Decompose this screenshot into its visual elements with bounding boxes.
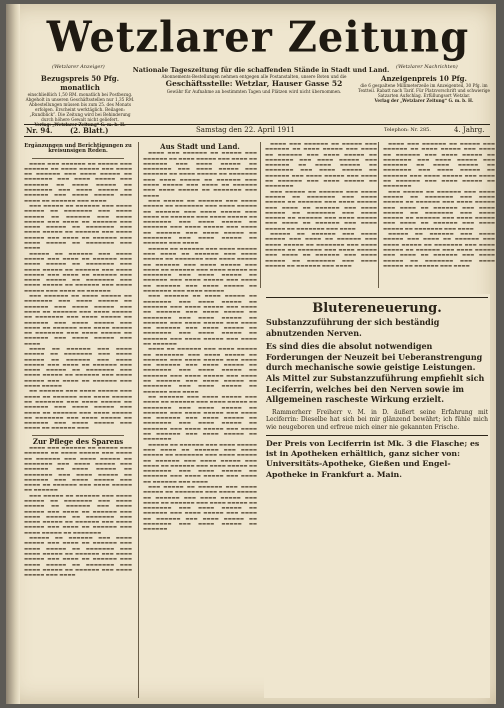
- subscription-text: einschließlich 1,50 RM. monatlich bei Postbezug. Abgeholt in unseren Geschäftsstellen nur 1,35 RM. Abbestellungen müssen bis zum 25. des Monats erfolgen. Erscheint werktäglich. Beilagen: „Rundblick“. Die Zeitung wird bei Behinderung durch höhere Gewalt nicht geliefert.: [25, 92, 135, 122]
- office-address: Geschäftsstelle: Wetzlar, Hauser Gasse 52: [165, 79, 343, 88]
- column-2: [138, 142, 257, 698]
- office-note: Gewähr für Aufnahme an bestimmten Tagen und Plätzen wird nicht übernommen.: [166, 89, 342, 94]
- article-heading-saving: Zur Pflege des Sparens: [32, 436, 124, 446]
- ad-testimonial: Rammerherr Freiherr v. M. in D. äußert seine Erfahrung mit Leciferrin: Dieselbe hat sich bei mir glänzend bewährt; ich fühle mich wie neugeboren und erfreue mich einer nie gekannten Frische.: [266, 408, 488, 431]
- column-4: [378, 142, 495, 288]
- divider: [32, 435, 124, 436]
- column-3: [260, 142, 377, 288]
- article-heading-local: Aus Stadt und Land.: [160, 142, 240, 151]
- advert-price-info: [358, 74, 490, 103]
- article-body-local: ▬▬▬▬ ▬▬▬ ▬▬▬▬▬▬ ▬▬ ▬▬▬▬▬ ▬▬▬ ▬▬▬▬▬▬ ▬▬ ▬▬▬▬ ▬▬▬▬▬ ▬▬▬ ▬▬▬▬ ▬▬ ▬▬▬▬▬▬ ▬▬▬ ▬▬▬▬ ▬▬▬▬▬ ▬▬ ▬▬▬▬▬▬▬ ▬▬▬ ▬▬▬▬ ▬▬▬▬▬ ▬▬▬ ▬▬▬▬▬▬ ▬▬ ▬▬▬▬ ▬▬▬▬▬ ▬▬ ▬▬▬▬▬▬▬ ▬▬▬ ▬▬▬▬ ▬▬▬▬▬ ▬▬ ▬▬▬▬▬▬ ▬▬▬ ▬▬▬▬ ▬▬▬▬▬ ▬▬▬ ▬▬▬▬ ▬▬ ▬▬▬▬▬▬ ▬▬▬ ▬▬▬▬ ▬▬▬▬▬ ▬▬ ▬▬▬▬▬▬▬ ▬▬▬ ▬▬▬▬ ▬▬▬ ▬▬▬▬▬ ▬▬ ▬▬▬▬▬▬ ▬▬▬ ▬▬▬▬ ▬▬▬▬▬ ▬▬ ▬▬▬▬▬▬▬ ▬▬▬ ▬▬▬▬ ▬▬▬▬▬ ▬▬ ▬▬▬▬▬▬ ▬▬▬ ▬▬▬▬ ▬▬▬▬▬ ▬▬▬ ▬▬▬▬ ▬▬ ▬▬▬▬▬▬ ▬▬▬ ▬▬▬▬ ▬▬▬▬▬ ▬▬ ▬▬▬▬▬▬▬ ▬▬▬ ▬▬▬▬ ▬▬▬▬▬ ▬▬ ▬▬▬▬▬▬ ▬▬▬ ▬▬▬▬ ▬▬▬▬▬ ▬▬▬ ▬▬▬▬ ▬▬ ▬▬▬▬▬▬ ▬▬▬ ▬▬▬▬ ▬▬▬▬▬ ▬▬ ▬▬▬▬▬▬▬ ▬▬▬ ▬▬▬▬ ▬▬▬▬▬ ▬▬ ▬▬▬▬▬▬ ▬▬▬ ▬▬▬▬ ▬▬▬▬▬ ▬▬ ▬▬▬▬▬▬ ▬▬▬ ▬▬▬▬ ▬▬▬▬▬ ▬▬▬ ▬▬▬▬ ▬▬ ▬▬▬▬▬▬ ▬▬▬ ▬▬▬▬ ▬▬▬▬▬ ▬▬ ▬▬▬▬▬▬▬ ▬▬▬ ▬▬▬▬ ▬▬▬▬▬ ▬▬ ▬▬▬▬▬▬ ▬▬▬ ▬▬▬▬ ▬▬▬▬▬ ▬▬▬ ▬▬▬▬ ▬▬ ▬▬▬▬▬▬ ▬▬▬ ▬▬▬▬ ▬▬▬▬▬ ▬▬ ▬▬▬▬▬▬▬ ▬▬▬ ▬▬▬▬ ▬▬▬▬▬ ▬▬ ▬▬▬▬▬▬ ▬▬▬ ▬▬▬▬ ▬▬▬▬▬ ▬▬▬ ▬▬▬▬ ▬▬ ▬▬▬▬▬▬ ▬▬▬ ▬▬▬▬ ▬▬▬▬▬ ▬▬ ▬▬▬▬▬▬▬ ▬▬▬ ▬▬▬▬ ▬▬▬▬▬ ▬▬▬ ▬▬▬▬▬▬ ▬▬ ▬▬▬▬ ▬▬▬▬▬ ▬▬ ▬▬▬▬▬▬▬ ▬▬▬ ▬▬▬▬ ▬▬▬▬▬ ▬▬ ▬▬▬▬▬▬ ▬▬▬ ▬▬▬▬ ▬▬▬▬▬ ▬▬▬ ▬▬▬▬ ▬▬ ▬▬▬▬▬▬ ▬▬▬ ▬▬▬▬ ▬▬▬▬▬ ▬▬ ▬▬▬▬▬▬▬ ▬▬▬ ▬▬▬▬ ▬▬▬▬▬ ▬▬ ▬▬▬▬▬▬ ▬▬▬ ▬▬▬▬ ▬▬▬▬▬ ▬▬▬ ▬▬▬▬ ▬▬ ▬▬▬▬▬▬ ▬▬▬ ▬▬▬▬ ▬▬▬▬▬ ▬▬ ▬▬▬▬▬▬▬ ▬▬▬ ▬▬▬▬ ▬▬▬▬▬ ▬▬ ▬▬▬▬▬▬ ▬▬▬ ▬▬▬▬ ▬▬▬▬▬ ▬▬▬ ▬▬▬▬ ▬▬ ▬▬▬▬▬▬ ▬▬▬▬ ▬▬ ▬▬▬▬▬▬ ▬▬▬ ▬▬▬▬ ▬▬▬▬▬ ▬▬ ▬▬▬▬▬▬▬ ▬▬▬ ▬▬▬▬ ▬▬▬▬▬ ▬▬ ▬▬▬▬▬▬ ▬▬▬ ▬▬▬▬ ▬▬▬▬▬ ▬▬▬ ▬▬▬▬ ▬▬ ▬▬▬▬▬▬ ▬▬▬ ▬▬▬▬ ▬▬▬▬▬ ▬▬ ▬▬▬▬▬▬▬ ▬▬▬ ▬▬▬▬ ▬▬▬▬▬ ▬▬ ▬▬▬▬▬▬ ▬▬▬ ▬▬▬▬ ▬▬▬▬▬ ▬▬▬ ▬▬▬▬ ▬▬ ▬▬▬▬▬▬ ▬▬▬ ▬▬▬▬ ▬▬▬▬▬ ▬▬ ▬▬▬▬▬▬▬ ▬▬▬ ▬▬▬▬ ▬▬▬▬▬ ▬▬ ▬▬▬▬▬▬ ▬▬▬ ▬▬▬▬ ▬▬ ▬▬▬▬▬▬ ▬▬▬ ▬▬▬▬ ▬▬▬▬▬ ▬▬▬ ▬▬▬▬ ▬▬ ▬▬▬▬▬▬ ▬▬▬ ▬▬▬▬ ▬▬▬▬▬ ▬▬ ▬▬▬▬▬▬▬ ▬▬▬ ▬▬▬▬ ▬▬▬▬▬ ▬▬ ▬▬▬▬▬▬ ▬▬▬ ▬▬▬▬ ▬▬▬▬▬ ▬▬▬ ▬▬▬▬ ▬▬ ▬▬▬▬▬▬ ▬▬▬ ▬▬▬▬ ▬▬▬▬▬ ▬▬ ▬▬▬▬▬▬▬ ▬▬▬ ▬▬▬▬ ▬▬▬▬▬ ▬▬ ▬▬▬▬▬▬ ▬▬▬ ▬▬▬▬ ▬▬▬▬▬ ▬▬▬ ▬▬▬▬ ▬▬ ▬▬▬▬▬▬ ▬▬▬ ▬▬▬▬ ▬▬▬▬▬ ▬▬ ▬▬▬▬▬▬▬ ▬▬▬▬▬ ▬▬ ▬▬▬▬▬▬ ▬▬▬ ▬▬▬▬ ▬▬▬▬▬ ▬▬▬ ▬▬▬▬ ▬▬ ▬▬▬▬▬▬ ▬▬▬ ▬▬▬▬ ▬▬▬▬▬ ▬▬ ▬▬▬▬▬▬▬ ▬▬▬ ▬▬▬▬ ▬▬▬▬▬ ▬▬ ▬▬▬▬▬▬ ▬▬▬ ▬▬▬▬ ▬▬▬▬▬ ▬▬▬ ▬▬▬▬ ▬▬ ▬▬▬▬▬▬ ▬▬▬ ▬▬▬▬ ▬▬▬▬▬ ▬▬ ▬▬▬▬▬▬▬ ▬▬▬ ▬▬▬▬ ▬▬▬▬▬ ▬▬ ▬▬▬▬▬▬ ▬▬▬ ▬▬▬▬ ▬▬▬▬▬ ▬▬▬ ▬▬▬▬ ▬▬ ▬▬▬▬▬▬ ▬▬▬ ▬▬▬▬ ▬▬▬ ▬▬▬▬▬ ▬▬ ▬▬▬▬▬▬ ▬▬▬ ▬▬▬▬ ▬▬▬▬▬ ▬▬ ▬▬▬▬▬▬▬ ▬▬▬ ▬▬▬▬ ▬▬▬▬▬ ▬▬ ▬▬▬▬▬▬ ▬▬▬ ▬▬▬▬ ▬▬▬▬▬ ▬▬▬ ▬▬▬▬ ▬▬ ▬▬▬▬▬▬ ▬▬▬ ▬▬▬▬ ▬▬▬▬▬ ▬▬ ▬▬▬▬▬▬▬ ▬▬▬ ▬▬▬▬ ▬▬▬▬▬ ▬▬ ▬▬▬▬▬▬ ▬▬▬ ▬▬▬▬ ▬▬▬▬▬ ▬▬▬ ▬▬▬▬ ▬▬ ▬▬▬▬▬▬ ▬▬▬ ▬▬▬▬ ▬▬▬▬▬ ▬▬ ▬▬▬▬▬▬▬ ▬▬▬ ▬▬▬▬ ▬▬▬▬▬ ▬▬ ▬▬▬▬▬▬: [143, 151, 257, 533]
- ad-title: Blutereneuerung.: [312, 301, 442, 316]
- sheet-number: (2. Blatt.): [70, 126, 109, 135]
- publisher-left: Verlag: „Wetzlarer Zeitung“ G. m. b. H.: [34, 122, 126, 127]
- ad-lead: Substanzzuführung der sich beständig abnutzenden Nerven.: [266, 317, 440, 338]
- article-body-saving: ▬▬▬▬ ▬▬▬ ▬▬▬▬▬▬ ▬▬ ▬▬▬▬▬ ▬▬▬ ▬▬▬▬▬▬ ▬▬ ▬▬▬▬ ▬▬▬▬▬ ▬▬▬ ▬▬▬▬ ▬▬ ▬▬▬▬▬▬ ▬▬▬ ▬▬▬▬ ▬▬▬▬▬ ▬▬ ▬▬▬▬▬▬▬ ▬▬▬ ▬▬▬▬ ▬▬▬▬▬ ▬▬▬ ▬▬▬▬▬▬ ▬▬ ▬▬▬▬ ▬▬▬▬▬ ▬▬ ▬▬▬▬▬▬▬ ▬▬▬ ▬▬▬▬ ▬▬▬▬▬ ▬▬ ▬▬▬▬▬▬ ▬▬▬ ▬▬▬▬ ▬▬▬▬▬ ▬▬▬ ▬▬▬▬ ▬▬ ▬▬▬▬▬▬ ▬▬▬ ▬▬▬▬ ▬▬▬▬▬ ▬▬ ▬▬▬▬▬▬ ▬▬▬ ▬▬▬▬▬ ▬▬ ▬▬▬▬▬▬ ▬▬▬ ▬▬▬▬ ▬▬▬▬▬ ▬▬ ▬▬▬▬▬▬▬ ▬▬▬ ▬▬▬▬ ▬▬▬▬▬ ▬▬ ▬▬▬▬▬▬ ▬▬▬ ▬▬▬▬ ▬▬▬▬▬ ▬▬▬ ▬▬▬▬ ▬▬ ▬▬▬▬▬▬ ▬▬▬ ▬▬▬▬ ▬▬▬▬▬ ▬▬ ▬▬▬▬▬▬▬ ▬▬▬ ▬▬▬▬ ▬▬▬▬▬ ▬▬ ▬▬▬▬▬▬ ▬▬▬ ▬▬▬▬ ▬▬▬▬▬ ▬▬▬ ▬▬▬▬ ▬▬ ▬▬▬▬▬▬ ▬▬▬ ▬▬▬▬ ▬▬▬▬▬ ▬▬ ▬▬▬▬▬▬▬ ▬▬▬▬▬ ▬▬ ▬▬▬▬▬▬ ▬▬▬ ▬▬▬▬ ▬▬▬▬▬ ▬▬▬ ▬▬▬▬ ▬▬ ▬▬▬▬▬▬ ▬▬▬ ▬▬▬▬ ▬▬▬▬▬ ▬▬ ▬▬▬▬▬▬▬ ▬▬▬ ▬▬▬▬ ▬▬▬▬▬ ▬▬ ▬▬▬▬▬▬ ▬▬▬ ▬▬▬▬ ▬▬▬▬▬ ▬▬▬ ▬▬▬▬ ▬▬ ▬▬▬▬▬▬ ▬▬▬ ▬▬▬▬ ▬▬▬▬▬ ▬▬ ▬▬▬▬▬▬▬ ▬▬▬ ▬▬▬▬ ▬▬▬▬▬ ▬▬ ▬▬▬▬▬▬ ▬▬▬ ▬▬▬▬ ▬▬▬▬▬ ▬▬▬ ▬▬▬▬: [24, 446, 132, 579]
- divider: [32, 158, 124, 159]
- issue-date: Samstag den 22. April 1911: [196, 126, 296, 134]
- ad-price-and-pharmacies: Der Preis von Leciferrin ist Mk. 3 die Flasche; es ist in Apotheken erhältlich, ganz sicher von: Universitäts-Apotheke, Gießen und Engel-Apotheke in Frankfurt a. Main.: [266, 438, 480, 479]
- advert-price: Anzeigenpreis 10 Pfg.: [381, 74, 467, 83]
- office-intro: Abonnements-Bestellungen nehmen entgegen alle Postanstalten, unsere Boten und die: [161, 74, 347, 79]
- masthead-title: Wetzlarer Zeitung: [46, 12, 470, 63]
- divider: [266, 435, 488, 436]
- newspaper-page: [6, 4, 496, 704]
- article-body-column-3: ▬▬▬▬ ▬▬▬ ▬▬▬▬▬▬ ▬▬ ▬▬▬▬▬ ▬▬▬ ▬▬▬▬▬▬ ▬▬ ▬▬▬▬ ▬▬▬▬▬ ▬▬▬ ▬▬▬▬ ▬▬ ▬▬▬▬▬▬ ▬▬▬ ▬▬▬▬ ▬▬▬▬▬ ▬▬ ▬▬▬▬▬▬▬ ▬▬▬ ▬▬▬▬ ▬▬▬▬▬ ▬▬▬ ▬▬▬▬▬▬ ▬▬ ▬▬▬▬ ▬▬▬▬▬ ▬▬ ▬▬▬▬▬▬▬ ▬▬▬ ▬▬▬▬ ▬▬▬▬▬ ▬▬ ▬▬▬▬▬▬ ▬▬▬ ▬▬▬▬ ▬▬▬▬▬ ▬▬▬ ▬▬▬▬ ▬▬ ▬▬▬▬▬▬ ▬▬▬ ▬▬▬▬ ▬▬▬▬▬ ▬▬ ▬▬▬▬▬▬▬ ▬▬▬ ▬▬▬▬▬ ▬▬ ▬▬▬▬▬▬ ▬▬▬ ▬▬▬▬ ▬▬▬▬▬ ▬▬ ▬▬▬▬▬▬▬ ▬▬▬ ▬▬▬▬ ▬▬▬▬▬ ▬▬ ▬▬▬▬▬▬ ▬▬▬ ▬▬▬▬ ▬▬▬▬▬ ▬▬▬ ▬▬▬▬ ▬▬ ▬▬▬▬▬▬ ▬▬▬ ▬▬▬▬ ▬▬▬▬▬ ▬▬ ▬▬▬▬▬▬▬ ▬▬▬ ▬▬▬▬ ▬▬▬▬▬ ▬▬ ▬▬▬▬▬▬ ▬▬▬ ▬▬▬▬ ▬▬▬▬▬ ▬▬▬ ▬▬▬▬ ▬▬ ▬▬▬▬▬▬ ▬▬▬ ▬▬▬▬ ▬▬▬▬▬ ▬▬ ▬▬▬▬▬▬▬ ▬▬▬ ▬▬▬▬ ▬▬▬▬▬ ▬▬ ▬▬▬▬▬▬ ▬▬▬ ▬▬▬▬ ▬▬▬▬▬ ▬▬▬ ▬▬▬▬ ▬▬ ▬▬▬▬▬▬ ▬▬▬ ▬▬▬▬ ▬▬▬▬▬ ▬▬ ▬▬▬▬▬▬▬ ▬▬▬ ▬▬▬▬ ▬▬▬▬▬ ▬▬ ▬▬▬▬▬▬ ▬▬▬ ▬▬▬▬ ▬▬▬▬▬ ▬▬▬ ▬▬▬▬ ▬▬ ▬▬▬▬▬▬ ▬▬▬ ▬▬▬▬ ▬▬▬▬▬ ▬▬ ▬▬▬▬▬▬▬ ▬▬▬ ▬▬▬▬ ▬▬▬▬▬ ▬▬ ▬▬▬▬▬▬ ▬▬▬ ▬▬▬▬: [265, 142, 377, 269]
- masthead-subtitle: Nationale Tageszeitung für die schaffenden Stände in Stadt und Land.: [132, 66, 390, 74]
- column-1: [24, 142, 132, 698]
- issue-number: Nr. 94.: [26, 126, 53, 135]
- advert-price-text: die 6 gespaltene Millimeterzeile im Anzeigenteil, 30 Pfg. im Textteil. Rabatt nach Tarif. Für Platzvorschrift und schwierige Satzarten Aufschlag. Erfüllungsort Wetzlar.: [358, 83, 491, 98]
- divider: [266, 297, 488, 298]
- leciferrin-advertisement: [264, 294, 490, 698]
- phone-number: Telephon: Nr. 285.: [384, 127, 431, 133]
- publisher-right: Verlag der „Wetzlarer Zeitung“ G. m. b. H.: [374, 98, 474, 103]
- ad-body: Es sind dies die absolut notwendigen Forderungen der Neuzeit bei Ueberanstrengung durch mechanische sowie geistige Leistungen. Als Mittel zur Substanzzuführung empfiehlt sich Leciferrin, welches bei den Nerven sowie im Allgemeinen rascheste Wirkung erzielt.: [266, 341, 485, 405]
- dateline-bar: [24, 124, 490, 137]
- article-body-column-4: ▬▬▬▬ ▬▬▬ ▬▬▬▬▬▬ ▬▬ ▬▬▬▬▬ ▬▬▬ ▬▬▬▬▬▬ ▬▬ ▬▬▬▬ ▬▬▬▬▬ ▬▬▬ ▬▬▬▬ ▬▬ ▬▬▬▬▬▬ ▬▬▬ ▬▬▬▬ ▬▬▬▬▬ ▬▬ ▬▬▬▬▬▬▬ ▬▬▬ ▬▬▬▬ ▬▬▬▬▬ ▬▬▬ ▬▬▬▬▬▬ ▬▬ ▬▬▬▬ ▬▬▬▬▬ ▬▬ ▬▬▬▬▬▬▬ ▬▬▬ ▬▬▬▬ ▬▬▬▬▬ ▬▬ ▬▬▬▬▬▬ ▬▬▬ ▬▬▬▬ ▬▬▬▬▬ ▬▬▬ ▬▬▬▬ ▬▬ ▬▬▬▬▬▬ ▬▬▬ ▬▬▬▬ ▬▬▬▬▬ ▬▬ ▬▬▬▬▬▬▬ ▬▬▬ ▬▬▬▬▬ ▬▬ ▬▬▬▬▬▬ ▬▬▬ ▬▬▬▬ ▬▬▬▬▬ ▬▬ ▬▬▬▬▬▬▬ ▬▬▬ ▬▬▬▬ ▬▬▬▬▬ ▬▬ ▬▬▬▬▬▬ ▬▬▬ ▬▬▬▬ ▬▬▬▬▬ ▬▬▬ ▬▬▬▬ ▬▬ ▬▬▬▬▬▬ ▬▬▬ ▬▬▬▬ ▬▬▬▬▬ ▬▬ ▬▬▬▬▬▬▬ ▬▬▬ ▬▬▬▬ ▬▬▬▬▬ ▬▬ ▬▬▬▬▬▬ ▬▬▬ ▬▬▬▬ ▬▬▬▬▬ ▬▬▬ ▬▬▬▬ ▬▬ ▬▬▬▬▬▬ ▬▬▬ ▬▬▬▬ ▬▬▬▬▬ ▬▬ ▬▬▬▬▬▬▬ ▬▬▬ ▬▬▬▬ ▬▬▬▬▬ ▬▬ ▬▬▬▬▬▬ ▬▬▬ ▬▬▬▬ ▬▬▬▬▬ ▬▬▬ ▬▬▬▬ ▬▬ ▬▬▬▬▬▬ ▬▬▬ ▬▬▬▬ ▬▬▬▬▬ ▬▬ ▬▬▬▬▬▬▬ ▬▬▬ ▬▬▬▬ ▬▬▬▬▬ ▬▬ ▬▬▬▬▬▬ ▬▬▬ ▬▬▬▬ ▬▬▬▬▬ ▬▬▬ ▬▬▬▬ ▬▬ ▬▬▬▬▬▬ ▬▬▬ ▬▬▬▬ ▬▬▬▬▬ ▬▬ ▬▬▬▬▬▬▬ ▬▬▬ ▬▬▬▬ ▬▬▬▬▬ ▬▬ ▬▬▬▬▬▬ ▬▬▬ ▬▬▬▬: [383, 142, 495, 269]
- subscription-info: [24, 74, 136, 127]
- office-info: [154, 74, 354, 94]
- masthead-tag-right: (Wetzlarer Nachrichten): [396, 64, 458, 70]
- article-heading-corrections: Ergänzungen und Berichtigungen zu kreisunsigen Reden.: [24, 143, 132, 155]
- masthead-tag-left: (Wetzlarer Anzeiger): [52, 64, 105, 70]
- article-body-corrections: ▬▬▬▬ ▬▬▬ ▬▬▬▬▬▬ ▬▬ ▬▬▬▬▬ ▬▬▬ ▬▬▬▬▬▬ ▬▬ ▬▬▬▬ ▬▬▬▬▬ ▬▬▬ ▬▬▬▬ ▬▬ ▬▬▬▬▬▬ ▬▬▬ ▬▬▬▬ ▬▬▬▬▬ ▬▬ ▬▬▬▬▬▬▬ ▬▬▬ ▬▬▬▬ ▬▬▬▬▬ ▬▬▬ ▬▬▬▬▬▬ ▬▬ ▬▬▬▬ ▬▬▬▬▬ ▬▬ ▬▬▬▬▬▬▬ ▬▬▬ ▬▬▬▬ ▬▬▬▬▬ ▬▬ ▬▬▬▬▬▬ ▬▬▬ ▬▬▬▬ ▬▬▬▬▬ ▬▬▬ ▬▬▬▬ ▬▬ ▬▬▬▬▬▬ ▬▬▬ ▬▬▬▬ ▬▬▬ ▬▬▬▬▬ ▬▬ ▬▬▬▬▬▬ ▬▬▬ ▬▬▬▬ ▬▬▬▬▬ ▬▬ ▬▬▬▬▬▬▬ ▬▬▬ ▬▬▬▬ ▬▬▬▬▬ ▬▬ ▬▬▬▬▬▬ ▬▬▬ ▬▬▬▬ ▬▬▬▬▬ ▬▬▬ ▬▬▬▬ ▬▬ ▬▬▬▬▬▬ ▬▬▬ ▬▬▬▬ ▬▬▬▬▬ ▬▬ ▬▬▬▬▬▬▬ ▬▬▬ ▬▬▬▬ ▬▬▬▬▬ ▬▬ ▬▬▬▬▬▬ ▬▬▬ ▬▬▬▬ ▬▬▬▬▬ ▬▬▬ ▬▬▬▬ ▬▬ ▬▬▬▬▬▬ ▬▬▬ ▬▬▬▬ ▬▬▬▬▬ ▬▬ ▬▬▬▬▬▬▬ ▬▬▬ ▬▬▬▬ ▬▬▬▬▬ ▬▬ ▬▬▬▬▬▬ ▬▬▬ ▬▬▬▬ ▬▬▬▬▬ ▬▬▬ ▬▬▬▬ ▬▬ ▬▬▬▬▬▬ ▬▬▬ ▬▬▬▬ ▬▬▬▬▬ ▬▬ ▬▬▬▬▬▬▬ ▬▬▬ ▬▬▬▬ ▬▬▬▬▬ ▬▬ ▬▬▬▬▬▬ ▬▬▬ ▬▬▬▬ ▬▬▬▬▬ ▬▬▬ ▬▬▬▬ ▬▬ ▬▬▬▬▬▬ ▬▬▬ ▬▬▬▬ ▬▬▬▬▬ ▬▬ ▬▬▬▬▬▬▬ ▬▬▬ ▬▬▬▬ ▬▬▬▬▬ ▬▬ ▬▬▬▬▬▬ ▬▬▬ ▬▬▬▬ ▬▬▬▬▬ ▬▬▬ ▬▬▬▬ ▬▬ ▬▬▬▬▬▬ ▬▬▬ ▬▬▬▬▬▬ ▬▬ ▬▬▬▬ ▬▬▬▬▬ ▬▬ ▬▬▬▬▬▬▬ ▬▬▬ ▬▬▬▬ ▬▬▬▬▬ ▬▬ ▬▬▬▬▬▬ ▬▬▬ ▬▬▬▬ ▬▬▬▬▬ ▬▬▬ ▬▬▬▬ ▬▬ ▬▬▬▬▬▬ ▬▬▬ ▬▬▬▬ ▬▬▬▬▬ ▬▬ ▬▬▬▬▬▬▬ ▬▬▬ ▬▬▬▬ ▬▬▬▬▬ ▬▬ ▬▬▬▬▬▬ ▬▬▬ ▬▬▬▬ ▬▬▬▬▬ ▬▬▬ ▬▬▬▬ ▬▬ ▬▬▬▬▬▬ ▬▬▬ ▬▬▬▬ ▬▬▬▬▬ ▬▬ ▬▬▬▬▬▬▬ ▬▬▬ ▬▬▬▬ ▬▬▬▬▬ ▬▬ ▬▬▬▬▬▬ ▬▬▬ ▬▬▬▬ ▬▬▬▬▬ ▬▬▬ ▬▬▬▬ ▬▬▬▬ ▬▬ ▬▬▬▬▬▬ ▬▬▬ ▬▬▬▬ ▬▬▬▬▬ ▬▬ ▬▬▬▬▬▬▬ ▬▬▬ ▬▬▬▬ ▬▬▬▬▬ ▬▬ ▬▬▬▬▬▬ ▬▬▬ ▬▬▬▬ ▬▬▬▬▬ ▬▬▬ ▬▬▬▬ ▬▬ ▬▬▬▬▬▬ ▬▬▬ ▬▬▬▬ ▬▬▬▬▬ ▬▬ ▬▬▬▬▬▬▬ ▬▬▬ ▬▬▬▬ ▬▬▬▬▬ ▬▬ ▬▬▬▬▬▬ ▬▬▬ ▬▬▬▬ ▬▬▬▬▬ ▬▬▬ ▬▬▬▬ ▬▬ ▬▬▬▬▬▬ ▬▬▬ ▬▬▬▬ ▬▬▬▬▬ ▬▬ ▬▬▬▬▬▬ ▬▬▬ ▬▬▬▬ ▬▬▬▬▬ ▬▬▬ ▬▬▬▬ ▬▬ ▬▬▬▬▬▬ ▬▬▬ ▬▬▬▬ ▬▬▬▬▬ ▬▬ ▬▬▬▬▬▬▬ ▬▬▬ ▬▬▬▬ ▬▬▬▬▬ ▬▬ ▬▬▬▬▬▬ ▬▬▬ ▬▬▬▬ ▬▬▬▬▬ ▬▬▬ ▬▬▬▬ ▬▬ ▬▬▬▬▬▬ ▬▬▬ ▬▬▬▬ ▬▬▬▬▬ ▬▬ ▬▬▬▬▬▬▬ ▬▬▬ ▬▬▬▬ ▬▬▬▬▬ ▬▬ ▬▬▬▬▬▬ ▬▬▬ ▬▬▬▬ ▬▬▬▬▬ ▬▬▬ ▬▬▬▬ ▬▬ ▬▬▬▬▬▬ ▬▬▬: [24, 161, 132, 432]
- subscription-price: Bezugspreis 50 Pfg. monatlich: [40, 74, 120, 92]
- page-binding-shadow: [6, 4, 20, 704]
- volume-year: 4. Jahrg.: [454, 126, 485, 134]
